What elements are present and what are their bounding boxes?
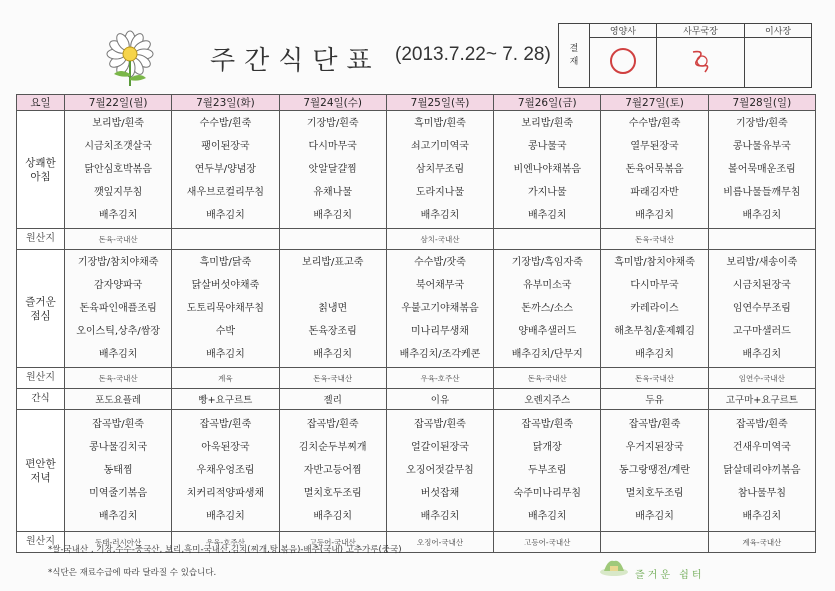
menu-item: 건새우미역국 (732, 442, 791, 453)
brand-name: 즐거운 쉼터 (635, 570, 705, 581)
menu-cell (708, 250, 815, 368)
menu-item: 배추김치 (742, 349, 782, 360)
menu-cell (65, 111, 172, 229)
menu-item: 멸치호두조림 (625, 488, 684, 499)
origin-footnote: *쌀-국내산 , 기장,수수-중국산, 보리,흑미-국내산,김치(찌개,탕,볶음)-배추(국내) 고추가루(중국) (48, 545, 402, 555)
menu-item: 기장밥/흰죽 (736, 118, 788, 129)
menu-item: 보리밥/표고죽 (302, 257, 364, 268)
menu-item: 삼치무조림 (415, 164, 465, 175)
menu-item: 김치순두부찌개 (298, 442, 367, 453)
menu-item: 잡곡밥/흰죽 (199, 419, 252, 430)
origin-label: 원산지 (17, 229, 65, 250)
menu-cell-items (172, 112, 278, 227)
snack-cell: 고구마+요구르트 (708, 389, 815, 410)
menu-cell-items (172, 413, 278, 528)
menu-item: 아욱된장국 (201, 442, 250, 453)
menu-item: 기장밥/흰죽 (306, 118, 359, 129)
origin-label: 원산지 (17, 532, 65, 553)
menu-item: 배추김치 (313, 349, 353, 360)
approval-role-director: 이사장 (745, 24, 812, 38)
menu-item: 고구마샐러드 (732, 326, 791, 337)
menu-item: 카레라이스 (630, 303, 679, 314)
menu-item: 배추김치 (206, 349, 245, 360)
origin-cell (172, 229, 279, 250)
menu-item: 새우브로컬리무침 (186, 187, 265, 198)
menu-item: 배추김치 (635, 210, 674, 221)
menu-item: 배추김치 (98, 210, 138, 221)
menu-item: 우불고기야채볶음 (401, 303, 479, 314)
menu-item: 배추김치 (527, 210, 567, 221)
menu-cell-items (280, 112, 386, 227)
origin-cell (279, 229, 386, 250)
menu-item: 동태찜 (103, 465, 133, 476)
menu-cell (494, 111, 601, 229)
snack-cell: 두유 (601, 389, 708, 410)
meal-label-line: 즐거운 (25, 295, 56, 308)
menu-cell (386, 250, 493, 368)
menu-item: 배추김치 (742, 210, 782, 221)
header-day: 7월28일(일) (708, 95, 815, 111)
menu-cell (708, 410, 815, 532)
menu-cell-items (65, 251, 171, 366)
menu-cell (386, 111, 493, 229)
origin-cell: 우육-호주산 (386, 368, 493, 389)
menu-item: 보리밥/흰죽 (92, 118, 144, 129)
menu-item: 비름나물들깨무침 (723, 187, 801, 198)
flower-icon (100, 28, 160, 88)
header-day: 7월25일(목) (386, 95, 493, 111)
menu-cell-items (494, 413, 600, 528)
menu-item: 보리밥/새송이죽 (726, 257, 798, 268)
origin-cell: 계육-국내산 (708, 532, 815, 553)
approval-stamp-director (745, 38, 812, 88)
menu-item: 치커리적양파생채 (186, 488, 265, 499)
menu-cell (494, 250, 601, 368)
menu-item: 돈육장조림 (308, 326, 357, 337)
menu-item: 잡곡밥/흰죽 (306, 419, 359, 430)
menu-item: 참나물무침 (737, 488, 786, 499)
menu-item: 다시마무국 (308, 141, 357, 152)
menu-item: 동그랑땡전/계란 (619, 465, 691, 476)
menu-cell (601, 410, 708, 532)
menu-item: 미역줄기볶음 (89, 488, 148, 499)
menu-cell-items (65, 413, 171, 528)
menu-item: 배추김치 (742, 511, 782, 522)
menu-item: 북어채무국 (415, 280, 465, 291)
menu-item: 배추김치 (527, 511, 567, 522)
menu-item: 배추김치 (635, 511, 674, 522)
menu-item: 배추김치 (313, 210, 353, 221)
header-day: 7월24일(수) (279, 95, 386, 111)
menu-item: 배추김치 (98, 349, 138, 360)
menu-item: 배추김치 (420, 210, 460, 221)
snack-row (17, 389, 816, 410)
header-day: 7월26일(금) (494, 95, 601, 111)
menu-item: 배추김치 (206, 210, 245, 221)
menu-cell-items (387, 251, 493, 366)
menu-cell-items (65, 112, 171, 227)
menu-item: 수박 (215, 326, 236, 337)
menu-item: 유부미소국 (523, 280, 572, 291)
origin-cell (494, 229, 601, 250)
menu-item: 잡곡밥/흰죽 (736, 419, 788, 430)
origin-cell: 동태-러시아산 (65, 532, 172, 553)
menu-item: 돈육어묵볶음 (625, 164, 684, 175)
approval-role-dietitian: 영양사 (590, 24, 657, 38)
menu-item: 얼갈이된장국 (411, 442, 469, 453)
header-day: 7월22일(월) (65, 95, 172, 111)
menu-item: 수수밥/잣죽 (414, 257, 466, 268)
menu-item: 유채나물 (313, 187, 353, 198)
origin-cell: 오징어-국내산 (386, 532, 493, 553)
snack-cell: 젤리 (279, 389, 386, 410)
menu-item: 흑미밥/참치야채죽 (614, 257, 695, 268)
menu-cell (172, 111, 279, 229)
menu-item: 시금치된장국 (732, 280, 791, 291)
menu-cell-items (601, 251, 707, 366)
menu-item: 오징어젓갈무침 (406, 465, 474, 476)
origin-cell (708, 229, 815, 250)
menu-cell-items (709, 251, 815, 366)
menu-item: 수수밥/흰죽 (628, 118, 681, 129)
origin-cell: 임연수-국내산 (708, 368, 815, 389)
menu-item: 잡곡밥/흰죽 (92, 419, 144, 430)
origin-cell: 삼치-국내산 (386, 229, 493, 250)
menu-cell-items (601, 112, 707, 227)
menu-item: 배추김치 (206, 511, 245, 522)
change-footnote: *식단은 재료수급에 따라 달라질 수 있습니다. (48, 568, 217, 578)
menu-item: 흑미밥/닭죽 (199, 257, 252, 268)
menu-cell-items (280, 251, 386, 366)
menu-item: 미나리무생채 (411, 326, 469, 337)
menu-item: 흑미밥/흰죽 (414, 118, 466, 129)
header-day: 7월23일(화) (172, 95, 279, 111)
menu-cell-items (709, 413, 815, 528)
menu-item: 닭안심호박볶음 (84, 164, 152, 175)
menu-item: 열무된장국 (630, 141, 679, 152)
menu-item: 콩나물국 (527, 141, 567, 152)
menu-item: 숙주미나리무침 (513, 488, 582, 499)
menu-item: 깻잎지무침 (93, 187, 143, 198)
meal-label-line: 아침 (30, 170, 51, 183)
menu-item: 보리밥/흰죽 (521, 118, 574, 129)
origin-cell: 돈육-국내산 (65, 229, 172, 250)
menu-cell-items (494, 112, 600, 227)
header-day: 7월27일(토) (601, 95, 708, 111)
approval-side-label: 결 재 (559, 24, 590, 88)
menu-table (16, 94, 816, 553)
menu-cell (386, 410, 493, 532)
meal-label-lunch (17, 250, 65, 368)
meal-row-dinner (17, 410, 816, 532)
meal-label-line: 상쾌한 (25, 156, 56, 169)
menu-item: 쇠고기미역국 (411, 141, 469, 152)
menu-item: 배추김치 (313, 511, 353, 522)
menu-item: 기장밥/흑임자죽 (511, 257, 583, 268)
menu-item: 파래김자반 (630, 187, 679, 198)
snack-cell: 포도요플레 (65, 389, 172, 410)
menu-cell-items (387, 413, 493, 528)
menu-item: 기장밥/참치야채죽 (77, 257, 159, 268)
meal-label-breakfast (17, 111, 65, 229)
menu-item: 배추김치 (635, 349, 674, 360)
menu-cell (279, 250, 386, 368)
menu-item: 두부조림 (527, 465, 567, 476)
menu-cell (172, 250, 279, 368)
origin-cell: 고등어-국내산 (279, 532, 386, 553)
menu-item: 팽이된장국 (201, 141, 250, 152)
menu-item: 양배추샐러드 (518, 326, 577, 337)
meal-label-line: 저녁 (30, 471, 51, 484)
origin-cell: 고등어-국내산 (494, 532, 601, 553)
menu-cell-items (172, 251, 278, 366)
menu-item: 잡곡밥/흰죽 (521, 419, 574, 430)
snack-cell: 빵+요구르트 (172, 389, 279, 410)
snack-cell: 오렌지주스 (494, 389, 601, 410)
signature-icon (685, 46, 715, 76)
menu-cell-items (387, 112, 493, 227)
menu-item: 임연수무조림 (732, 303, 791, 314)
header-day-label: 요일 (17, 95, 65, 111)
menu-item: 콩나물유부국 (732, 141, 791, 152)
origin-cell: 계육 (172, 368, 279, 389)
menu-item: 오이스틱,상추/쌈장 (76, 326, 161, 337)
menu-body (17, 111, 816, 553)
menu-item: 가지나물 (527, 187, 567, 198)
menu-item: 닭살버섯야채죽 (191, 280, 260, 291)
menu-cell-items (494, 251, 600, 366)
approval-stamp-dietitian (590, 38, 657, 88)
menu-item: 볼어묵매운조림 (728, 164, 796, 175)
menu-item: 연두부/양념장 (194, 164, 257, 175)
menu-cell (65, 250, 172, 368)
menu-item: 비엔나야채볶음 (513, 164, 582, 175)
origin-row-lunch (17, 368, 816, 389)
menu-item: 닭개장 (532, 442, 562, 453)
menu-item: 잡곡밥/흰죽 (628, 419, 681, 430)
menu-cell (494, 410, 601, 532)
meal-label-dinner (17, 410, 65, 532)
menu-item: 배추김치/단무지 (511, 349, 583, 360)
menu-cell-items (280, 413, 386, 528)
menu-item: 잡곡밥/흰죽 (414, 419, 466, 430)
menu-cell (601, 250, 708, 368)
menu-cell (279, 410, 386, 532)
menu-item: 해초무침/훈제훼김 (614, 326, 695, 337)
menu-item: 콩나물김치국 (89, 442, 148, 453)
approval-stamp-manager (656, 38, 744, 88)
menu-item: 우거지된장국 (625, 442, 684, 453)
stamp-icon (610, 48, 636, 74)
menu-item: 다시마무국 (630, 280, 679, 291)
menu-cell (65, 410, 172, 532)
menu-item: 시금치조갯살국 (84, 141, 152, 152)
approval-box (558, 23, 812, 88)
menu-period: (2013.7.22~ 7. 28) (395, 44, 551, 65)
menu-item: 수수밥/흰죽 (199, 118, 252, 129)
menu-item: 돈육파인애플조림 (79, 303, 157, 314)
menu-cell (279, 111, 386, 229)
page-title: 주간식단표 (210, 46, 381, 76)
menu-item: 앗알달걀찜 (308, 164, 357, 175)
menu-cell-items (601, 413, 707, 528)
menu-cell (172, 410, 279, 532)
menu-item: 칡냉면 (318, 303, 348, 314)
approval-role-manager: 사무국장 (656, 24, 744, 38)
menu-item: 도라지나물 (415, 187, 465, 198)
menu-item: 배추김치 (98, 511, 138, 522)
meal-label-line: 편안한 (25, 457, 56, 470)
origin-label: 원산지 (17, 368, 65, 389)
origin-cell: 돈육-국내산 (601, 368, 708, 389)
menu-item: 도토리묵야채무침 (186, 303, 265, 314)
menu-item: 감자양파국 (93, 280, 143, 291)
origin-cell (601, 532, 708, 553)
menu-cell-items (709, 112, 815, 227)
origin-cell: 돈육-국내산 (279, 368, 386, 389)
origin-cell: 돈육-국내산 (65, 368, 172, 389)
menu-item: 우채우엉조림 (196, 465, 255, 476)
origin-row-breakfast (17, 229, 816, 250)
menu-cell (601, 111, 708, 229)
snack-cell: 이유 (386, 389, 493, 410)
menu-cell (708, 111, 815, 229)
menu-item: 닭살데리야끼볶음 (723, 465, 801, 476)
menu-item: 버섯잡채 (420, 488, 460, 499)
meal-label-line: 점심 (30, 309, 51, 322)
menu-item: 돈까스/소스 (521, 303, 574, 314)
snack-label: 간식 (17, 389, 65, 410)
menu-item: 멸치호두조림 (303, 488, 362, 499)
menu-item: 배추김치/조각케콘 (399, 349, 481, 360)
menu-item: 자반고등어찜 (303, 465, 362, 476)
house-logo-icon (598, 555, 630, 577)
menu-item: 배추김치 (420, 511, 460, 522)
origin-cell: 우육-호주산 (172, 532, 279, 553)
meal-row-lunch (17, 250, 816, 368)
meal-row-breakfast (17, 111, 816, 229)
origin-cell: 돈육-국내산 (494, 368, 601, 389)
origin-cell: 돈육-국내산 (601, 229, 708, 250)
